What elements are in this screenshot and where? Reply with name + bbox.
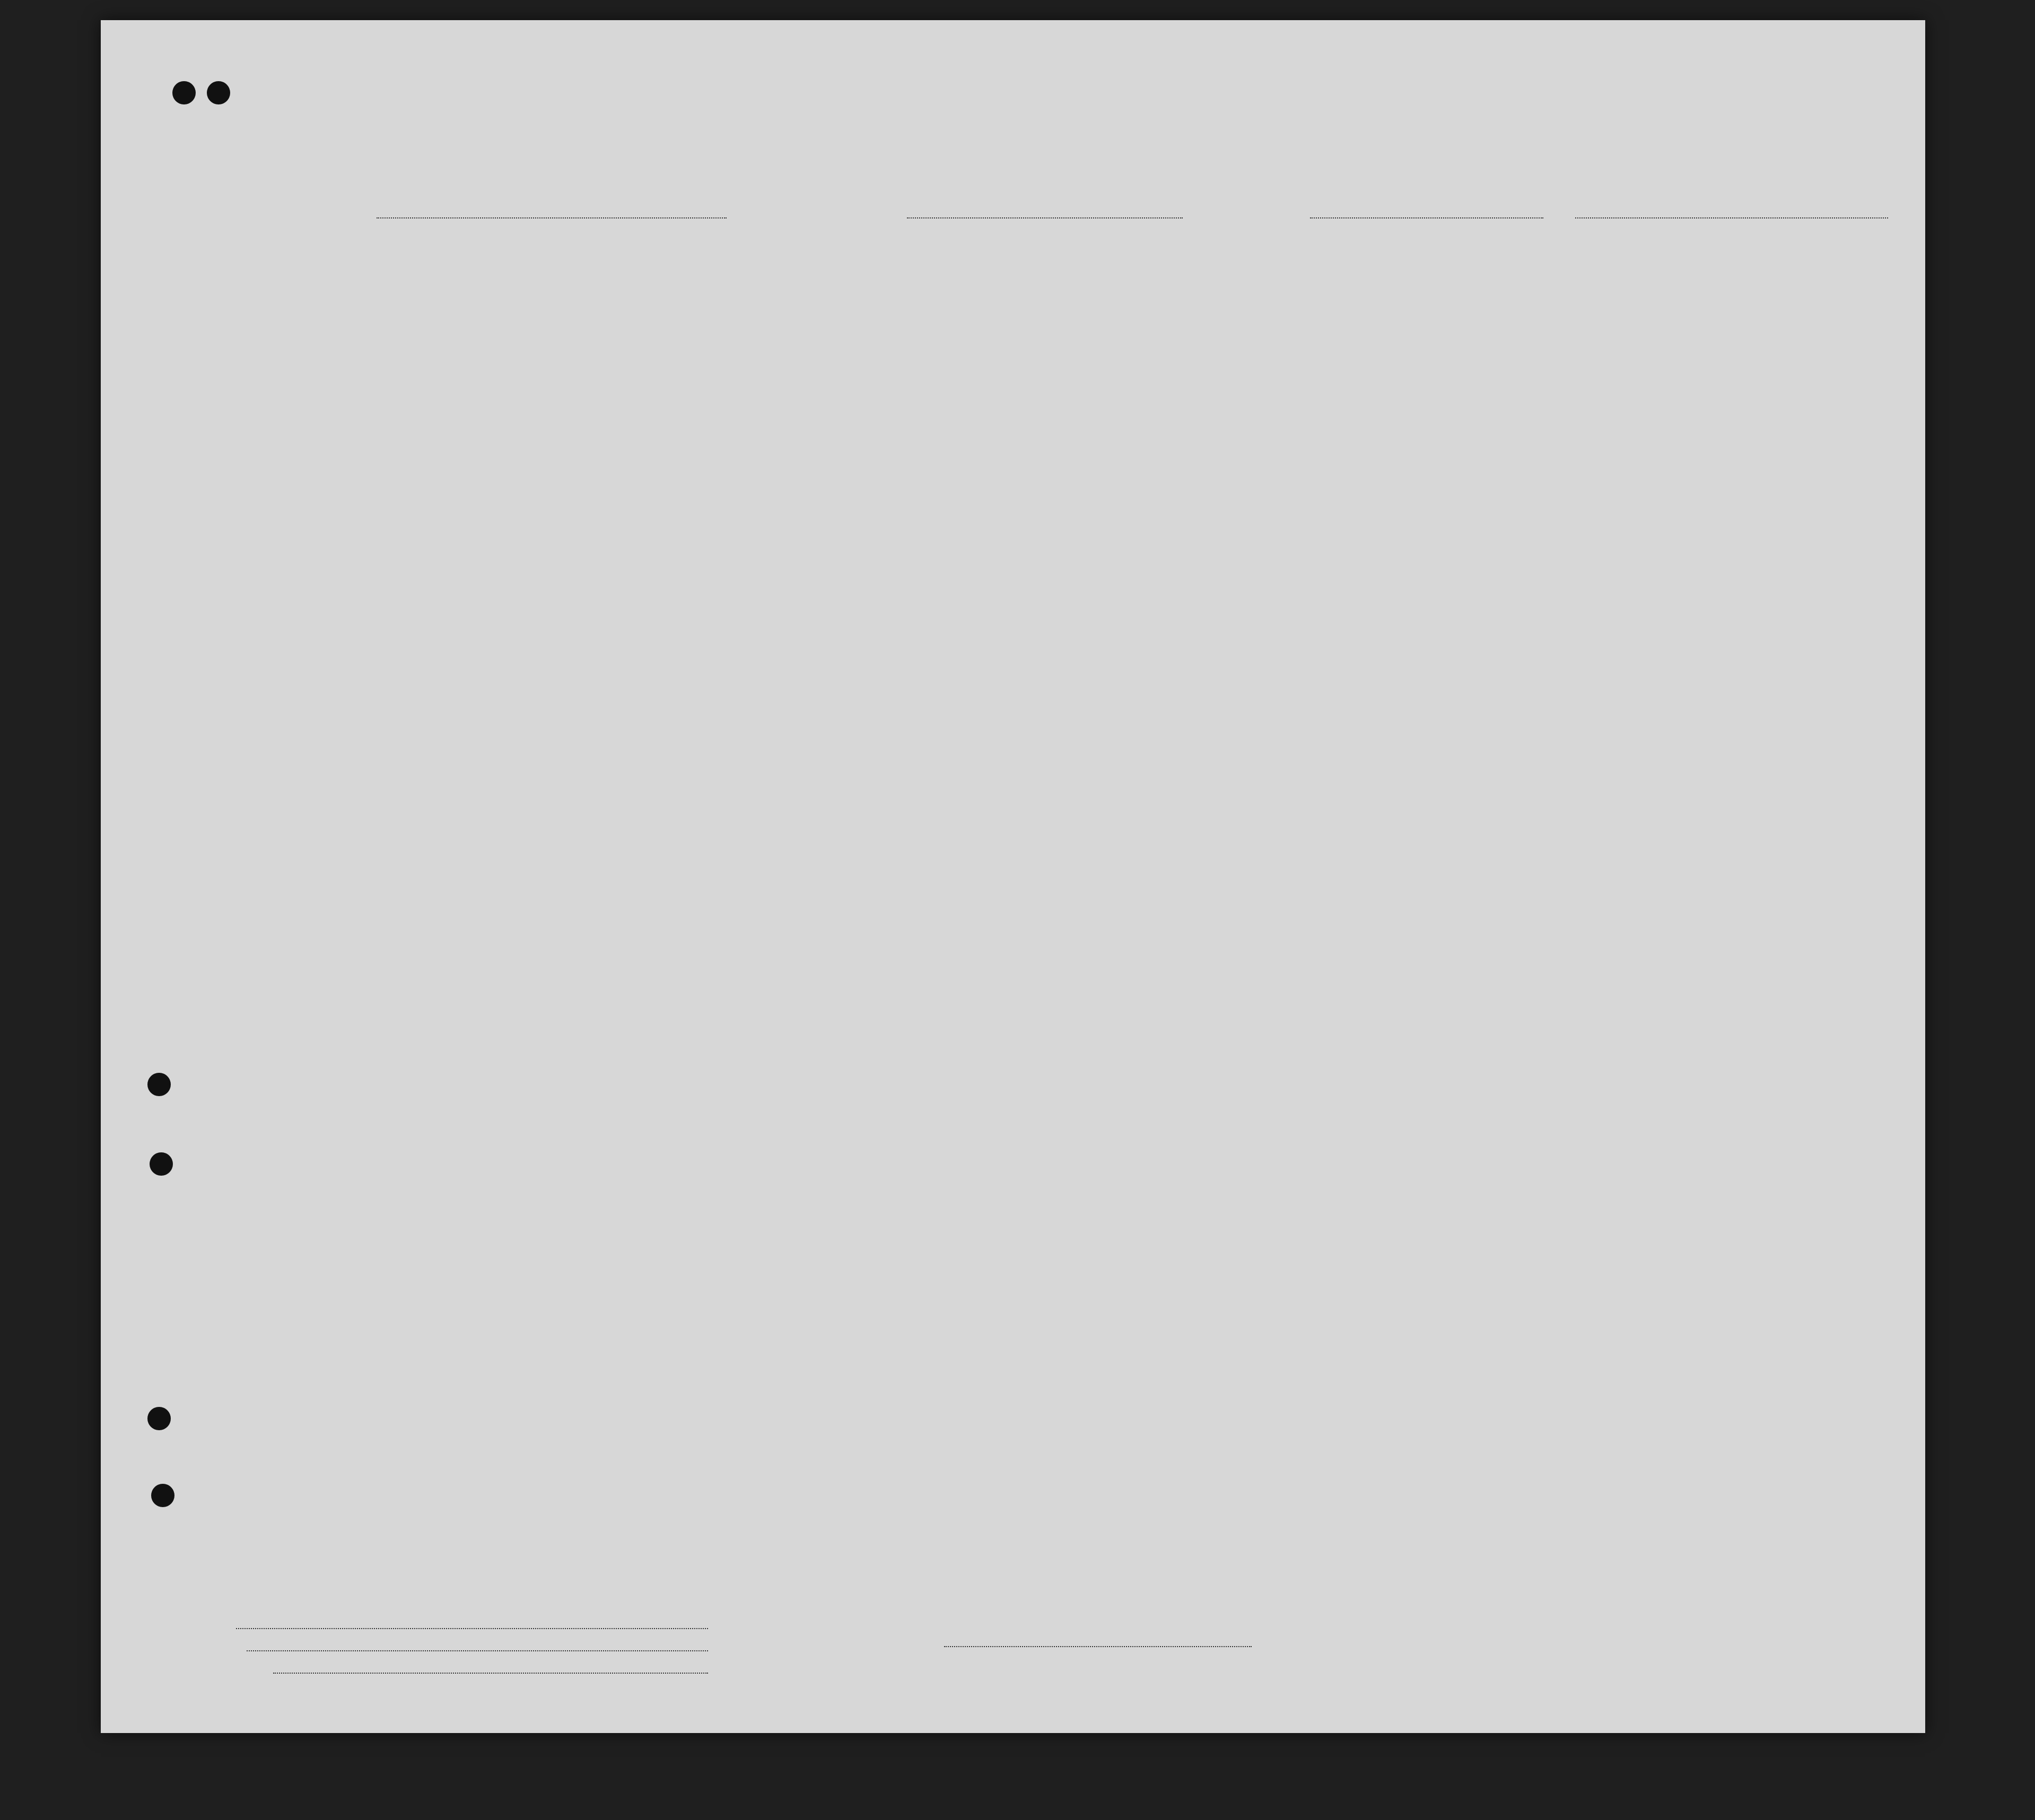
manifest-page	[101, 20, 1925, 1733]
punch-hole	[172, 81, 196, 104]
table-grid-lines	[217, 243, 1926, 1585]
punch-hole	[147, 1073, 171, 1096]
punch-hole	[207, 81, 230, 104]
punch-hole	[147, 1407, 171, 1430]
crew-manifest-table	[217, 243, 1926, 1585]
punch-hole	[150, 1152, 173, 1176]
vessel-info-row	[217, 185, 1925, 227]
punch-hole	[151, 1484, 174, 1507]
